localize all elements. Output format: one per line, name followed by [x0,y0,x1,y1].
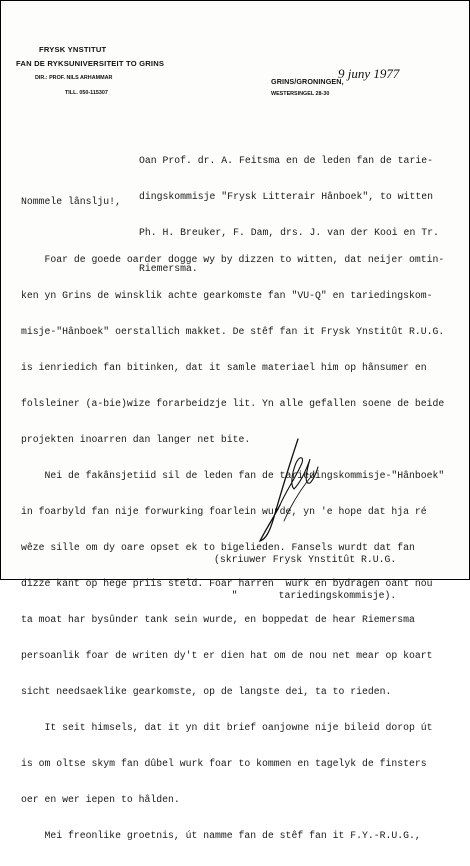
letterhead-telephone: TILL. 050-115307 [65,90,108,96]
body-line: wêze sille om dy oare opset ek to bigelieden. Fansels wurdt dat fan [21,542,415,553]
body-line: Mei freonlike groetnis, út namme fan de stêf fan it F.Y.-R.U.G., [21,830,421,841]
sender-designation [214,530,396,626]
address-line: dingskommisje "Frysk Litterair Hânboek", to witten [139,191,433,202]
body-line: sicht needsaeklike gearkomste, op de langste dei, ta to rieden. [21,686,392,697]
handwritten-date: 9 juny 1977 [338,66,400,81]
body-line: ta moat har bysûnder tank sein wurde, en boppedat de hear Riemersma [21,614,415,625]
sender-line: " tariedingskommisje). [214,590,397,601]
body-line: is ienriedich fan bitinken, dat it samle materiael him op hânsumer en [21,362,427,373]
body-line: It seit himsels, dat it yn dit brief oanjowne nije bileid dorop út [21,722,433,733]
body-line: persoanlik foar de writen dy't er dien hat om de nou net mear op koart [21,650,433,661]
body-line: is om oltse skym fan dûbel wurk foar to kommen en tagelyk de finsters [21,758,427,769]
body-line: Foar de goede oarder dogge wy by dizzen to witten, dat neijer omtin- [21,254,445,265]
body-line: oer en wer iepen to hâlden. [21,794,180,805]
address-line: Oan Prof. dr. A. Feitsma en de leden fan de tarie- [139,155,433,166]
address-line: Riemersma. [139,263,198,274]
body-line: in foarbyld fan nije forwurking foarlein wurde, yn 'e hope dat hja ré [21,506,427,517]
body-line: folsleiner (a-bie)wize forarbeidzje lit. Yn alle gefallen soene de beide [21,398,445,409]
letterhead-director: DIR.: PROF. NILS ARHAMMAR [35,75,113,81]
salutation: Nommele lânslju!, [21,196,121,207]
letterhead-institute-name: FRYSK YNSTITUT [39,45,107,54]
address-line: Ph. H. Breuker, F. Dam, drs. J. van der Kooi en Tr. [139,227,439,238]
body-line: dizze kant op hege priis steld. Foar harren wurk en bydragen oant nou [21,578,433,589]
body-line: projekten inoarren dan langer net bite. [21,434,251,445]
body-line: misje-"Hânboek" oerstallich makket. De stêf fan it Frysk Ynstitût R.U.G. [21,326,445,337]
body-line: ken yn Grins de winsklik achte gearkomste fan "VU-Q" en tariedingskom- [21,290,433,301]
letterhead-place: GRINS/GRONINGEN, [271,77,344,86]
handwritten-signature [254,433,324,545]
body-line: Nei de fakânsjetiid sil de leden fan de tariedingskommisje-"Hânboek" [21,470,445,481]
letterhead-street: WESTERSINGEL 28-30 [271,91,330,97]
letterhead-university-name: FAN DE RYKSUNIVERSITEIT TO GRINS [16,59,165,68]
sender-line: (skriuwer Frysk Ynstitût R.U.G. [214,554,397,565]
